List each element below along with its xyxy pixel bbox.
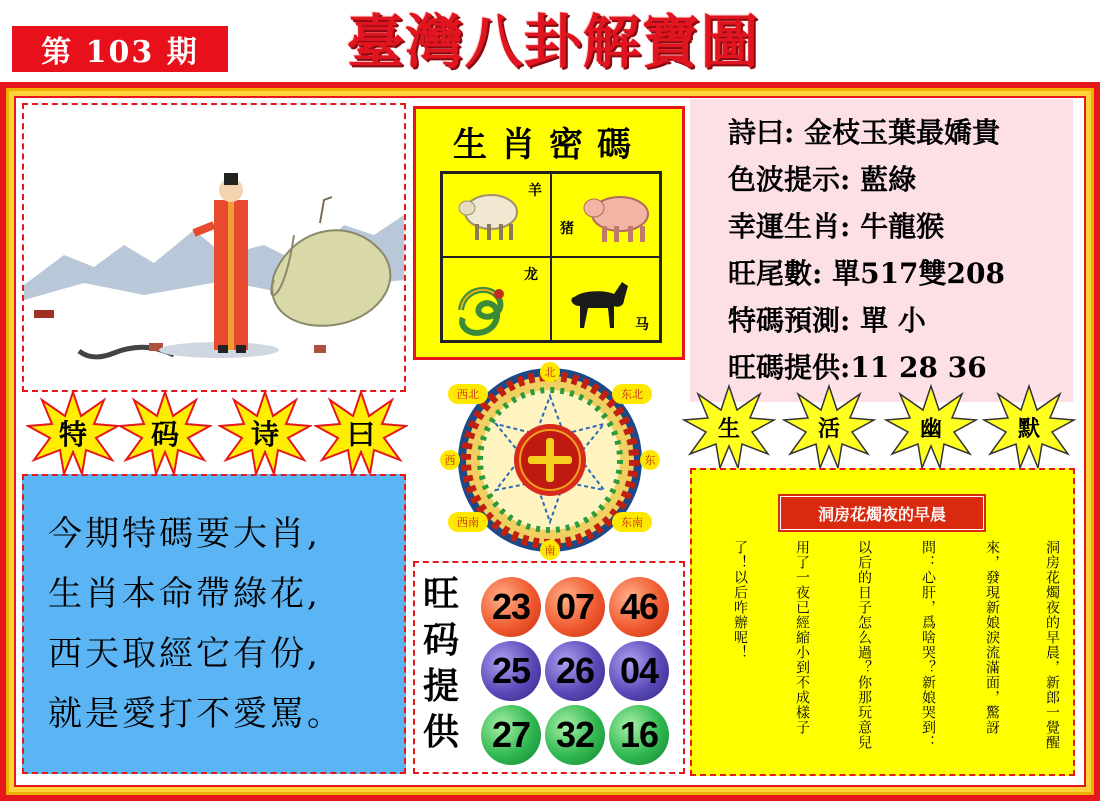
star-badge xyxy=(884,384,978,470)
poem-line: 西天取經它有份, xyxy=(48,634,321,674)
star-text: 诗 xyxy=(250,418,279,451)
compass-northeast-label: 东北 xyxy=(612,384,652,404)
star-badge xyxy=(682,384,776,470)
number-ball: 27 xyxy=(481,705,541,765)
star-text: 特 xyxy=(58,418,87,451)
star-text: 生 xyxy=(717,415,740,442)
zodiac-cell-sheep xyxy=(442,173,551,257)
issue-number: 第 103 期 xyxy=(12,26,228,72)
page-title: 臺灣八卦解寶圖 xyxy=(346,8,760,76)
star-text: 曰 xyxy=(346,418,375,451)
horse-icon xyxy=(566,276,632,332)
star-text: 活 xyxy=(817,415,840,442)
compass-east-label: 东 xyxy=(640,450,660,470)
star-badge xyxy=(26,390,120,476)
story-column: 問：心肝，爲啥哭？新娘哭到： xyxy=(920,540,936,750)
zodiac-cell-pig xyxy=(551,173,660,257)
star-badge xyxy=(218,390,312,476)
scholar-illustration xyxy=(22,103,406,392)
number-ball: 04 xyxy=(609,641,669,701)
zodiac-code-panel xyxy=(413,106,685,360)
star-text: 默 xyxy=(1017,415,1040,442)
zodiac-label-sheep: 羊 xyxy=(528,183,542,199)
star-badge xyxy=(982,384,1076,470)
compass-south-label: 南 xyxy=(540,540,560,560)
compass-west-label: 西 xyxy=(440,450,460,470)
story-column: 用了一夜已經縮小到不成樣子 xyxy=(794,540,810,735)
zodiac-label-pig: 猪 xyxy=(560,221,574,237)
zodiac-code-title: 生肖密碼 xyxy=(453,125,645,165)
compass-southwest-label: 西南 xyxy=(448,512,488,532)
zodiac-cell-dragon xyxy=(442,257,551,341)
star-badge xyxy=(782,384,876,470)
number-ball: 32 xyxy=(545,705,605,765)
poem-panel xyxy=(22,474,406,774)
story-column: 了！以后咋辦呢！ xyxy=(732,540,748,660)
star-text: 码 xyxy=(150,418,179,451)
number-ball: 07 xyxy=(545,577,605,637)
story-title: 洞房花燭夜的早晨 xyxy=(780,496,984,530)
number-ball: 23 xyxy=(481,577,541,637)
poem-line: 今期特碼要大肖, xyxy=(48,514,321,554)
zodiac-label-dragon: 龙 xyxy=(524,267,538,283)
compass-southeast-label: 东南 xyxy=(612,512,652,532)
star-badge xyxy=(118,390,212,476)
number-ball: 25 xyxy=(481,641,541,701)
zodiac-grid xyxy=(440,171,662,343)
story-column: 以后的日子怎么過？你那玩意兒 xyxy=(856,540,872,750)
star-text: 幽 xyxy=(919,415,942,442)
number-ball: 46 xyxy=(609,577,669,637)
number-ball: 26 xyxy=(545,641,605,701)
number-ball: 16 xyxy=(609,705,669,765)
zodiac-cell-horse xyxy=(551,257,660,341)
color-wave-tip: 色波提示: 藍綠 xyxy=(728,163,917,196)
sheep-icon xyxy=(457,186,523,244)
poem-line: 生肖本命帶綠花, xyxy=(48,574,321,614)
pig-icon xyxy=(580,186,654,246)
story-column: 來，發現新娘淚流滿面，驚訝 xyxy=(984,540,1000,735)
compass-north-label: 北 xyxy=(540,362,560,382)
joke-story-panel xyxy=(690,468,1075,776)
poem-verse-line: 詩曰: 金枝玉葉最嬌貴 xyxy=(728,116,1001,149)
dragon-icon xyxy=(453,276,517,340)
hot-numbers-panel xyxy=(413,561,685,774)
special-code-prediction: 特碼預測: 單 小 xyxy=(728,304,926,337)
compass-northwest-label: 西北 xyxy=(448,384,488,404)
poem-line: 就是愛打不愛罵。 xyxy=(48,694,344,734)
bagua-compass xyxy=(438,362,662,560)
lucky-zodiac: 幸運生肖: 牛龍猴 xyxy=(728,210,945,243)
star-badge xyxy=(314,390,408,476)
zodiac-label-horse: 马 xyxy=(635,317,649,333)
tips-panel xyxy=(690,99,1073,402)
landscape-illustration-icon xyxy=(24,105,404,390)
hot-numbers-label: 旺码提供 xyxy=(423,573,460,753)
tail-numbers: 旺尾數: 單517雙208 xyxy=(728,257,1005,290)
hot-numbers-line: 旺碼提供:11 28 36 xyxy=(728,351,987,384)
story-column: 洞房花燭夜的早晨，新郎一覺醒 xyxy=(1044,540,1060,750)
